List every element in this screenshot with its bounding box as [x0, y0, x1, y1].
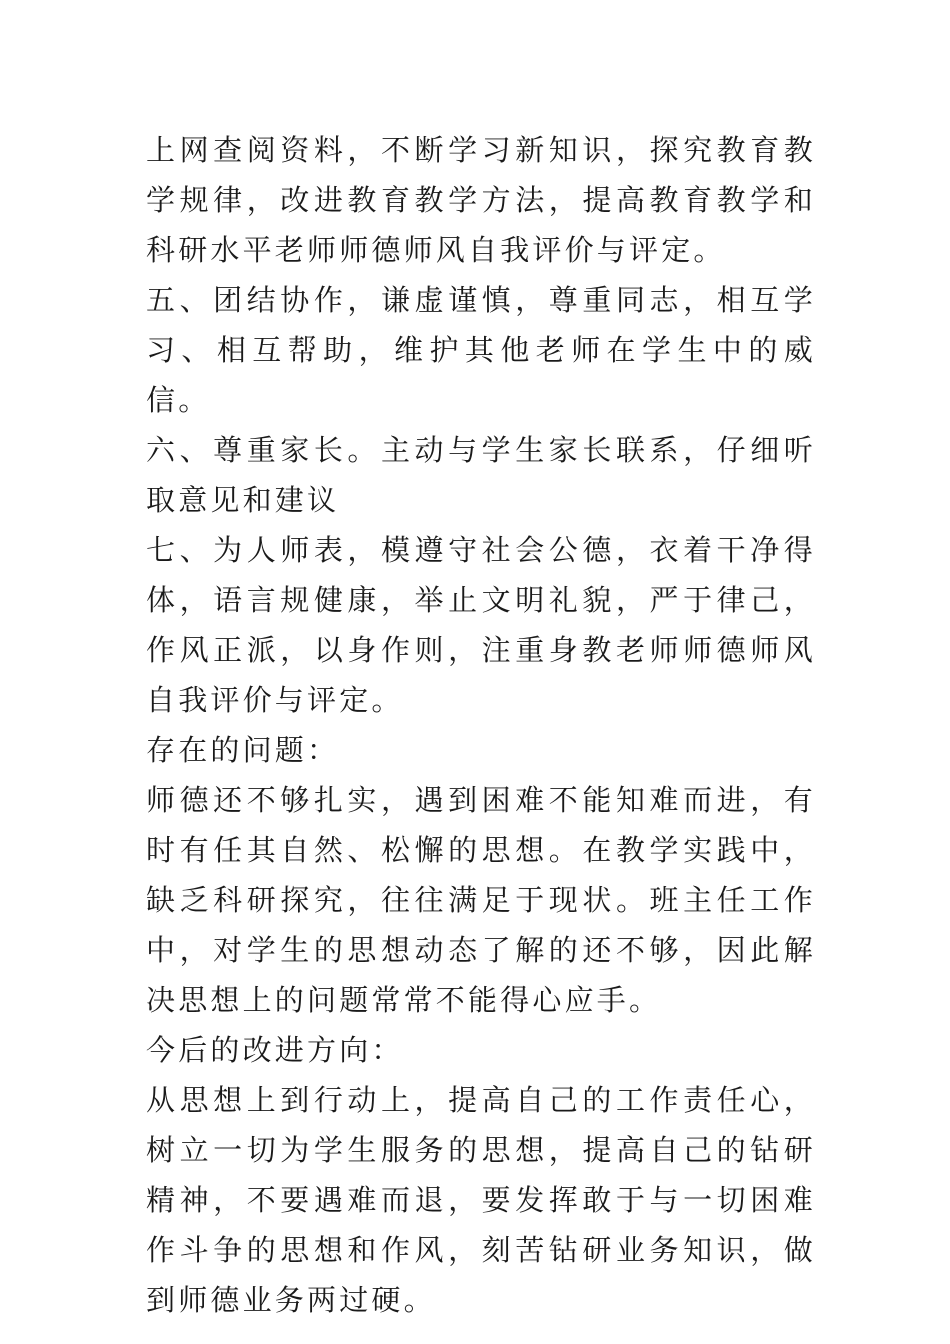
heading-existing-problems: 存在的问题：	[146, 733, 340, 767]
paragraph-point-five: 五、团结协作，谦虚谨慎，尊重同志，相互学习、相互帮助，维护其他老师在学生中的威信。	[146, 283, 816, 417]
document-body	[146, 125, 816, 1325]
heading-improvement-direction: 今后的改进方向：	[146, 1033, 404, 1067]
paragraph-point-seven: 七、为人师表，模遵守社会公德，衣着干净得体，语言规健康，举止文明礼貌，严于律己，作风正派，以身作则，注重身教老师师德师风自我评价与评定。	[146, 533, 816, 717]
paragraph-problems: 师德还不够扎实，遇到困难不能知难而进，有时有任其自然、松懈的思想。在教学实践中，缺乏科研探究，往往满足于现状。班主任工作中，对学生的思想动态了解的还不够，因此解决思想上的问题常常不能得心应手。	[146, 783, 816, 1017]
paragraph-point-six: 六、尊重家长。主动与学生家长联系，仔细听取意见和建议	[146, 433, 816, 517]
paragraph-continued-study: 上网查阅资料，不断学习新知识，探究教育教学规律，改进教育教学方法，提高教育教学和科研水平老师师德师风自我评价与评定。	[146, 133, 816, 267]
paragraph-improvement: 从思想上到行动上，提高自己的工作责任心，树立一切为学生服务的思想，提高自己的钻研精神，不要遇难而退，要发挥敢于与一切困难作斗争的思想和作风，刻苦钻研业务知识，做到师德业务两过硬。	[146, 1083, 816, 1317]
